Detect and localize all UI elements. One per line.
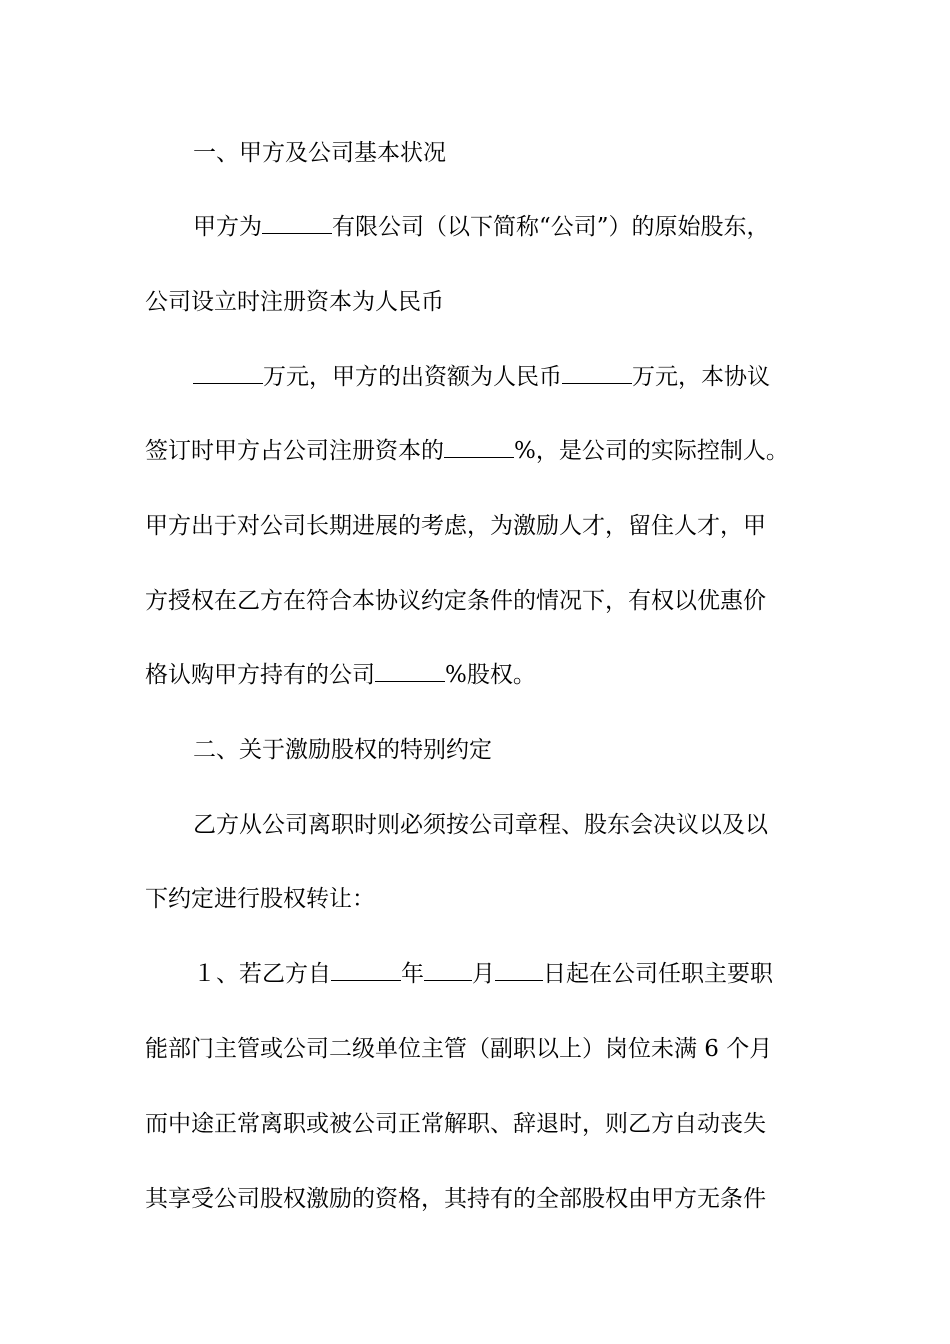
paragraph2-line2-text-a: 签订时甲方占公司注册资本的 bbox=[145, 438, 444, 464]
item1-text-d: 日起在公司任职主要职 bbox=[543, 961, 773, 987]
section1-heading bbox=[193, 138, 446, 168]
blank-share-percent bbox=[444, 437, 514, 458]
paragraph2-text-a: 万元，甲方的出资额为人民币 bbox=[263, 364, 562, 390]
item1-line4-text: 其享受公司股权激励的资格，其持有的全部股权由甲方无条件 bbox=[145, 1186, 766, 1212]
item1-line2 bbox=[145, 1034, 772, 1064]
paragraph3-line1 bbox=[193, 810, 768, 840]
item1-line4 bbox=[145, 1184, 766, 1214]
blank-year bbox=[331, 960, 401, 981]
paragraph2-line2-text-b: %，是公司的实际控制人。 bbox=[514, 438, 789, 464]
paragraph3-line2-text: 下约定进行股权转让： bbox=[145, 886, 375, 912]
paragraph3-line2 bbox=[145, 884, 375, 914]
item1-line3-text: 而中途正常离职或被公司正常解职、辞退时，则乙方自动丧失 bbox=[145, 1111, 766, 1137]
blank-registered-capital bbox=[193, 363, 263, 384]
paragraph1-line2 bbox=[145, 287, 444, 317]
blank-contribution-amount bbox=[562, 363, 632, 384]
blank-month bbox=[424, 960, 472, 981]
paragraph2-line3-text: 甲方出于对公司长期进展的考虑，为激励人才，留住人才，甲 bbox=[145, 513, 766, 539]
section1-heading-text: 一、甲方及公司基本状况 bbox=[193, 140, 446, 166]
paragraph1-line1 bbox=[193, 212, 770, 242]
blank-day bbox=[495, 960, 543, 981]
blank-equity-percent bbox=[375, 661, 445, 682]
blank-company-name bbox=[262, 213, 332, 234]
paragraph2-line5 bbox=[145, 660, 536, 690]
item1-line2-text: 能部门主管或公司二级单位主管（副职以上）岗位未满 6 个月 bbox=[145, 1036, 773, 1062]
paragraph2-line2 bbox=[145, 436, 789, 466]
paragraph2-line5-text-b: %股权。 bbox=[445, 662, 536, 688]
paragraph2-line3 bbox=[145, 511, 766, 541]
item1-text-b: 年 bbox=[401, 961, 424, 987]
paragraph2-line4-text: 方授权在乙方在符合本协议约定条件的情况下，有权以优惠价 bbox=[145, 588, 766, 614]
paragraph3-text: 乙方从公司离职时则必须按公司章程、股东会决议以及以 bbox=[193, 812, 768, 838]
paragraph1-line2-text: 公司设立时注册资本为人民币 bbox=[145, 289, 444, 315]
paragraph2-line5-text-a: 格认购甲方持有的公司 bbox=[145, 662, 375, 688]
item1-line3 bbox=[145, 1109, 766, 1139]
item1-text-a: １、若乙方自 bbox=[193, 961, 331, 987]
paragraph2-line1 bbox=[193, 362, 770, 392]
paragraph2-text-b: 万元，本协议 bbox=[632, 364, 770, 390]
section2-heading-text: 二、关于激励股权的特别约定 bbox=[193, 737, 492, 763]
item1-text-c: 月 bbox=[472, 961, 495, 987]
item1-line1 bbox=[193, 959, 773, 989]
section2-heading bbox=[193, 735, 492, 765]
paragraph2-line4 bbox=[145, 586, 766, 616]
paragraph1-text-b: 有限公司（以下简称“公司”）的原始股东， bbox=[332, 214, 770, 240]
paragraph1-text-a: 甲方为 bbox=[193, 214, 262, 240]
